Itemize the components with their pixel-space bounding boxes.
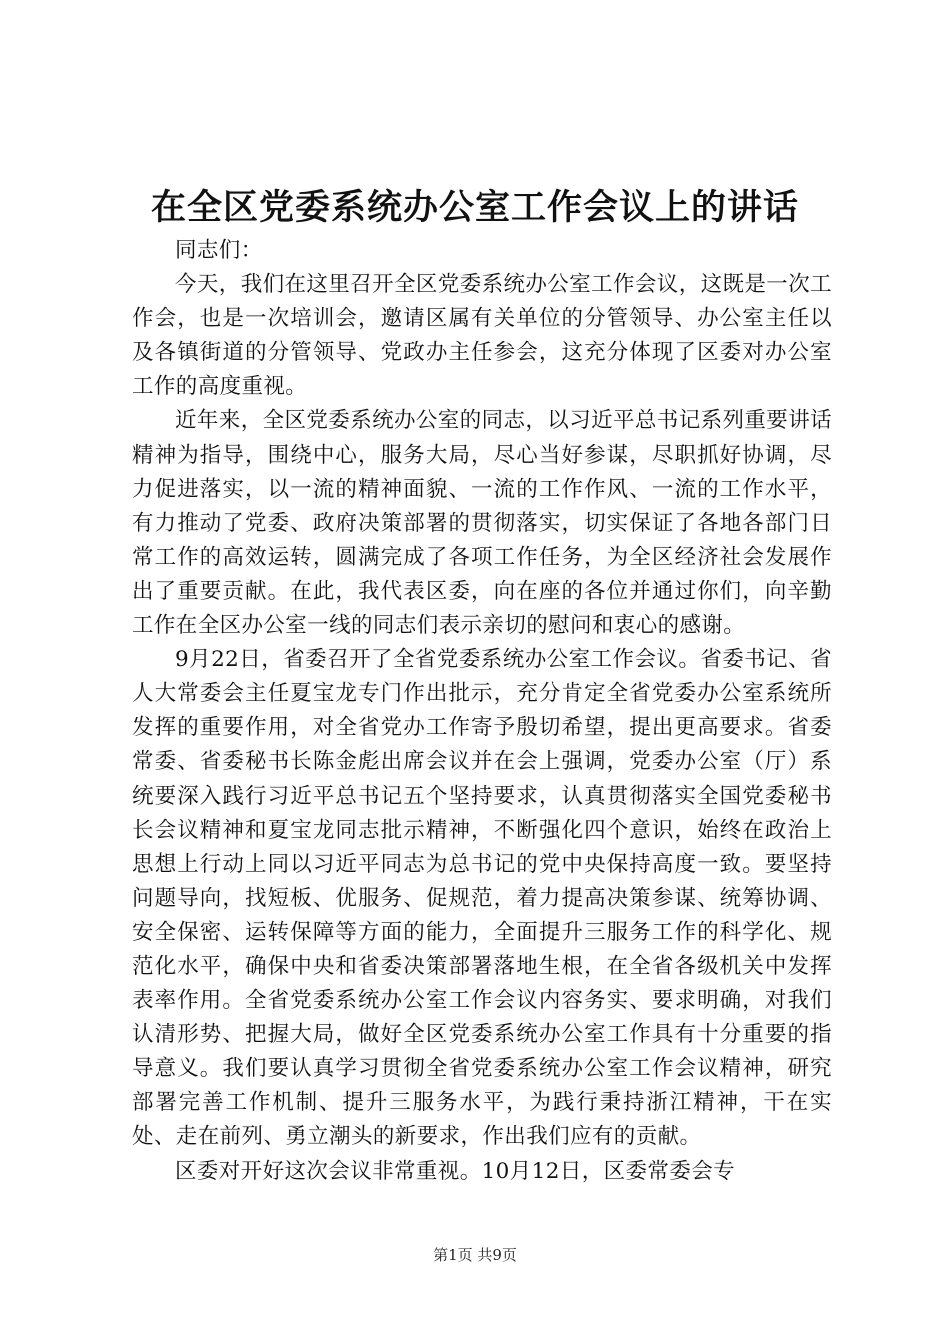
page-number-footer: 第1页 共9页 bbox=[433, 1246, 517, 1264]
salutation-paragraph: 同志们： bbox=[175, 238, 263, 263]
document-body bbox=[132, 234, 832, 1189]
body-paragraph-3: 9月22日，省委召开了全省党委系统办公室工作会议。省委书记、省人大常委会主任夏宝龙专门作出批示，充分肯定全省党委办公室系统所发挥的重要作用，对全省党办工作寄予殷切希望，提出更高要求。省委常委、省委秘书长陈金彪出席会议并在会上强调，党委办公室（厅）系统要深入践行习近平总书记五个坚持要求，认真贯彻落实全国党委秘书长会议精神和夏宝龙同志批示精神，不断强化四个意识，始终在政治上思想上行动上同以习近平同志为总书记的党中央保持高度一致。要坚持问题导向，找短板、优服务、促规范，着力提高决策参谋、统筹协调、安全保密、运转保障等方面的能力，全面提升三服务工作的科学化、规范化水平，确保中央和省委决策部署落地生根，在全省各级机关中发挥表率作用。全省党委系统办公室工作会议内容务实、要求明确，对我们认清形势、把握大局，做好全区党委系统办公室工作具有十分重要的指导意义。我们要认真学习贯彻全省党委系统办公室工作会议精神，研究部署完善工作机制、提升三服务水平，为践行秉持浙江精神，干在实处、走在前列、勇立潮头的新要求，作出我们应有的贡献。 bbox=[132, 647, 832, 1150]
document-title: 在全区党委系统办公室工作会议上的讲话 bbox=[150, 187, 799, 228]
body-paragraph-4: 区委对开好这次会议非常重视。10月12日，区委常委会专 bbox=[175, 1158, 736, 1184]
body-paragraph-2: 近年来，全区党委系统办公室的同志，以习近平总书记系列重要讲话精神为指导，围绕中心，服务大局，尽心当好参谋，尽职抓好协调，尽力促进落实，以一流的精神面貌、一流的工作作风、一流的工作水平，有力推动了党委、政府决策部署的贯彻落实，切实保证了各地各部门日常工作的高效运转，圆满完成了各项工作任务，为全区经济社会发展作出了重要贡献。在此，我代表区委，向在座的各位并通过你们，向辛勤工作在全区办公室一线的同志们表示亲切的慰问和衷心的感谢。 bbox=[132, 408, 833, 639]
body-paragraph-1: 今天，我们在这里召开全区党委系统办公室工作会议，这既是一次工作会，也是一次培训会，邀请区属有关单位的分管领导、办公室主任以及各镇街道的分管领导、党政办主任参会，这充分体现了区委对办公室工作的高度重视。 bbox=[132, 272, 833, 400]
